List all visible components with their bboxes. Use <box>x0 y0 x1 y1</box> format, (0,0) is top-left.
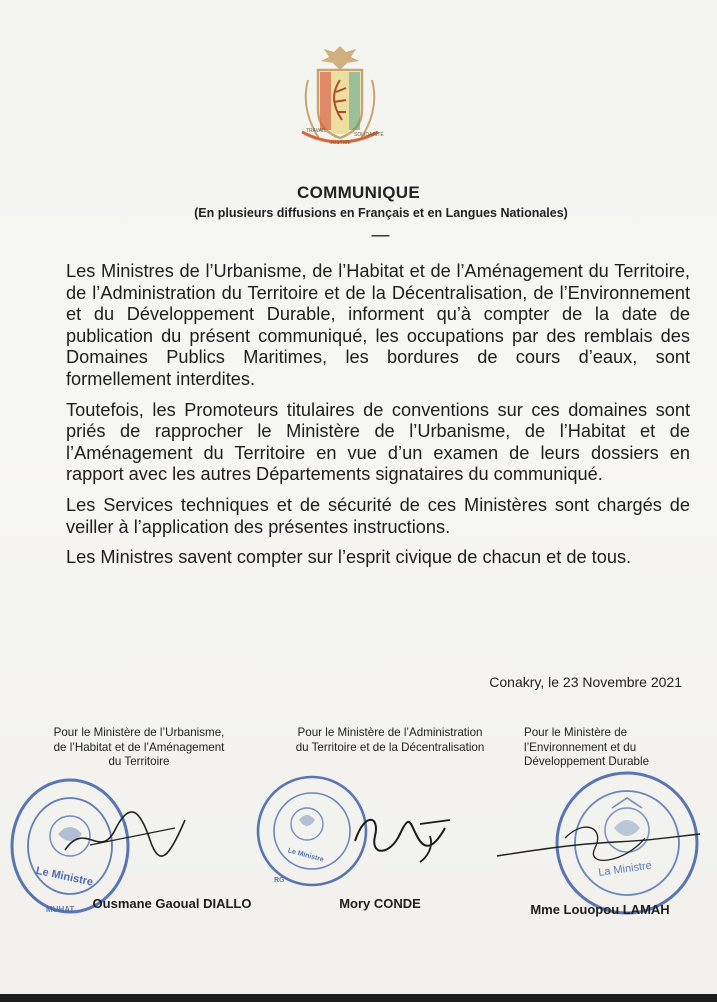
title-separator: ------ <box>371 228 389 242</box>
signatory-2-header: Pour le Ministère de l’Administration du Territoire et de la Décentralisation <box>295 726 485 754</box>
body-paragraph-1: Les Ministres de l’Urbanisme, de l’Habitat et de l’Aménagement du Territoire, de l’Administration du Territoire et de la Décentralisation, de l’Environnement et du Développement Durable, informent qu’à compter de la date de publication du présent communiqué, les occupations par des remblais des Domaines Publics Maritimes, les bordures de cours d’eaux, sont formellement interdites. <box>66 261 690 389</box>
signatory-3-name: Mme Louopou LAMAH <box>530 902 670 917</box>
communique-title: COMMUNIQUE <box>297 183 420 202</box>
communique-body <box>66 261 690 578</box>
signatory-3-header: Pour le Ministère de l’Environnement et du Développement Durable <box>524 726 650 768</box>
stamp-2-minister-label: Le Ministre <box>286 847 325 864</box>
communique-subtitle: (En plusieurs diffusions en Français et en Langues Nationales) <box>194 206 568 220</box>
crest-motto-2: JUSTICE <box>330 140 351 146</box>
body-paragraph-2: Toutefois, les Promoteurs titulaires de conventions sur ces domaines sont priés de rapprocher le Ministère de l’Urbanisme, de l’Habitat et de l’Aménagement du Territoire en vue d’un examen de leurs dossiers en rapport avec les autres Départements signataires du communiqué. <box>66 399 690 485</box>
stamp-2-acronym: RG <box>274 877 285 884</box>
body-paragraph-4: Les Ministres savent compter sur l’esprit civique de chacun et de tous. <box>66 547 632 568</box>
stamp-1-minister-label: Le Ministre <box>34 864 95 889</box>
stamp-1-acronym: MUHAT <box>46 905 75 914</box>
crest-motto-3: SOLIDARITÉ <box>354 132 384 138</box>
date-line: Conakry, le 23 Novembre 2021 <box>489 674 682 690</box>
body-paragraph-3: Les Services techniques et de sécurité de ces Ministères sont chargés de veiller à l’application des présentes instructions. <box>66 494 690 537</box>
signature-3-icon <box>495 808 705 878</box>
stamp-3-minister-label: La Ministre <box>597 859 653 879</box>
signature-2-icon <box>350 806 460 866</box>
guinea-coat-of-arms-icon <box>290 40 390 155</box>
signatory-2-name: Mory CONDE <box>339 896 421 911</box>
signatory-1-name: Ousmane Gaoual DIALLO <box>92 896 252 911</box>
signatory-1-header: Pour le Ministère de l’Urbanisme, de l’Habitat et de l’Aménagement du Territoire <box>53 726 225 768</box>
signature-1-icon <box>60 800 190 870</box>
crest-motto-1: TRAVAIL <box>306 128 327 134</box>
page-bottom-edge <box>0 994 717 1002</box>
